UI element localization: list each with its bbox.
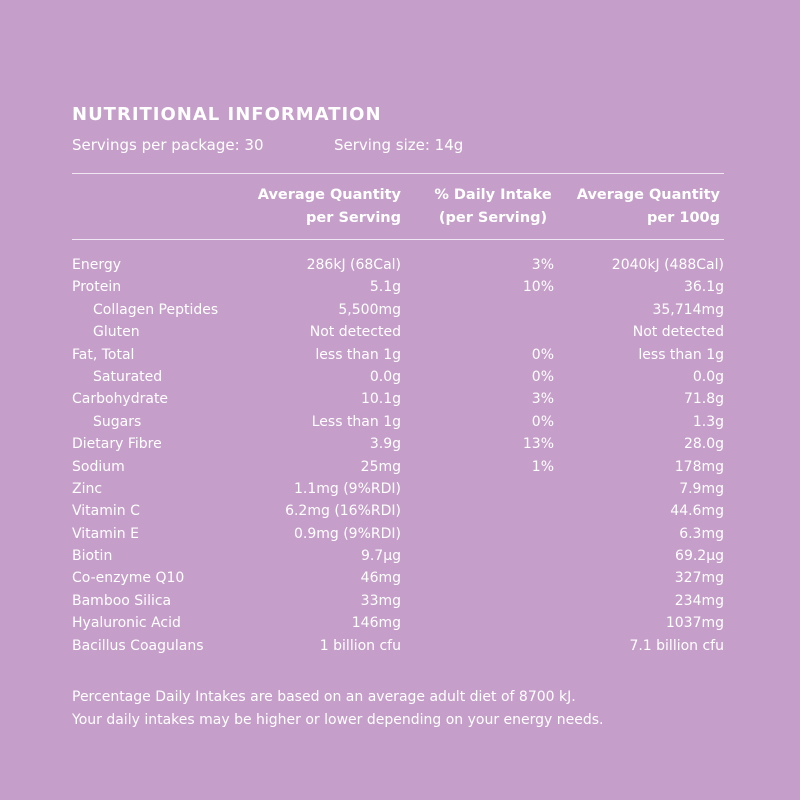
footnote-line: Percentage Daily Intakes are based on an average adult diet of 8700 kJ. — [72, 689, 576, 705]
per-serving-value: 6.2mg (16%RDI) — [285, 503, 401, 520]
per-100g-value: 7.1 billion cfu — [629, 637, 724, 654]
page-title: NUTRITIONAL INFORMATION — [72, 104, 382, 125]
per-100g-value: 234mg — [674, 592, 724, 609]
per-serving-value: 25mg — [360, 458, 401, 475]
per-serving-value: 0.0g — [369, 368, 401, 385]
daily-intake-value: 0% — [531, 368, 554, 385]
table-row — [72, 523, 724, 545]
per-serving-value: 1.1mg (9%RDI) — [293, 480, 401, 497]
footnote-line: Your daily intakes may be higher or lower depending on your energy needs. — [72, 712, 604, 728]
per-serving-value: 0.9mg (9%RDI) — [293, 525, 401, 542]
nutrient-name: Vitamin E — [72, 525, 139, 542]
daily-intake-value: 10% — [522, 279, 554, 296]
table-row — [72, 612, 724, 634]
per-serving-value: 33mg — [360, 592, 401, 609]
table-row — [72, 545, 724, 567]
per-serving-value: 3.9g — [369, 436, 401, 453]
column-header-line: (per Serving) — [438, 210, 548, 226]
per-100g-value: 178mg — [674, 458, 724, 475]
daily-intake-value: 13% — [522, 436, 554, 453]
column-header-line: per 100g — [646, 210, 720, 226]
nutrition-table — [72, 254, 724, 657]
table-row — [72, 411, 724, 433]
table-row — [72, 567, 724, 589]
nutrient-name: Co-enzyme Q10 — [72, 570, 185, 587]
per-serving-value: 46mg — [360, 570, 401, 587]
table-row — [72, 456, 724, 478]
column-header-line: Average Quantity — [257, 187, 401, 203]
per-serving-value: less than 1g — [315, 346, 401, 363]
per-serving-value: 146mg — [351, 615, 401, 632]
table-row — [72, 299, 724, 321]
table-row — [72, 388, 724, 410]
nutrient-name: Bamboo Silica — [72, 592, 172, 609]
daily-intake-value: 0% — [531, 346, 554, 363]
per-100g-value: 7.9mg — [679, 480, 724, 497]
header-bottom-divider — [72, 239, 724, 240]
table-row — [72, 478, 724, 500]
daily-intake-value: 3% — [531, 391, 554, 408]
nutrient-name: Saturated — [93, 368, 163, 385]
column-header-per-100g — [577, 184, 720, 230]
per-serving-value: 5.1g — [369, 279, 401, 296]
per-serving-value: Less than 1g — [311, 413, 401, 430]
per-100g-value: 6.3mg — [679, 525, 724, 542]
nutrient-name: Collagen Peptides — [93, 301, 219, 318]
nutrient-name: Zinc — [72, 480, 103, 497]
column-header-daily-intake — [410, 184, 576, 230]
table-row — [72, 635, 724, 657]
per-100g-value: 1037mg — [665, 615, 724, 632]
per-100g-value: 1.3g — [692, 413, 724, 430]
nutrient-name: Biotin — [72, 548, 113, 565]
nutrient-name: Hyaluronic Acid — [72, 615, 181, 632]
per-serving-value: 9.7µg — [360, 548, 401, 565]
per-100g-value: 71.8g — [683, 391, 724, 408]
table-row — [72, 366, 724, 388]
per-100g-value: 2040kJ (488Cal) — [611, 257, 724, 273]
per-100g-value: 0.0g — [692, 368, 724, 385]
serving-size: Serving size: 14g — [334, 136, 464, 154]
daily-intake-value: 3% — [531, 257, 554, 273]
per-100g-value: 44.6mg — [670, 503, 724, 520]
column-header-line: per Serving — [306, 210, 401, 226]
column-header-line: Average Quantity — [576, 187, 720, 203]
table-row — [72, 500, 724, 522]
per-serving-value: 5,500mg — [338, 301, 401, 318]
table-row — [72, 321, 724, 343]
per-serving-value: 1 billion cfu — [319, 637, 401, 654]
per-serving-value: Not detected — [309, 324, 401, 341]
per-serving-value: 286kJ (68Cal) — [306, 257, 401, 273]
footnote — [72, 686, 604, 732]
daily-intake-value: 0% — [531, 413, 554, 430]
per-100g-value: 36.1g — [683, 279, 724, 296]
column-header-per-serving — [258, 184, 401, 230]
nutrient-name: Dietary Fibre — [72, 436, 162, 453]
per-100g-value: Not detected — [632, 324, 724, 341]
table-row — [72, 344, 724, 366]
nutrient-name: Sugars — [93, 413, 142, 430]
nutrient-name: Fat, Total — [72, 346, 135, 363]
table-row — [72, 254, 724, 276]
nutrient-name: Gluten — [93, 324, 140, 341]
nutrient-name: Vitamin C — [72, 503, 140, 520]
per-100g-value: 35,714mg — [652, 301, 724, 318]
nutrient-name: Carbohydrate — [72, 391, 169, 408]
nutrient-name: Sodium — [72, 458, 125, 475]
table-row — [72, 433, 724, 455]
per-100g-value: 28.0g — [683, 436, 724, 453]
daily-intake-value: 1% — [531, 458, 554, 475]
per-serving-value: 10.1g — [360, 391, 401, 408]
table-row — [72, 590, 724, 612]
servings-info — [72, 136, 464, 154]
column-header-line: % Daily Intake — [434, 187, 552, 203]
nutrient-name: Energy — [72, 257, 122, 273]
table-row — [72, 276, 724, 298]
nutrient-name: Bacillus Coagulans — [72, 637, 204, 654]
per-100g-value: less than 1g — [638, 346, 724, 363]
per-100g-value: 69.2µg — [675, 548, 724, 565]
per-100g-value: 327mg — [674, 570, 724, 587]
nutrient-name: Protein — [72, 279, 122, 296]
servings-per-package: Servings per package: 30 — [72, 136, 264, 154]
header-top-divider — [72, 173, 724, 174]
